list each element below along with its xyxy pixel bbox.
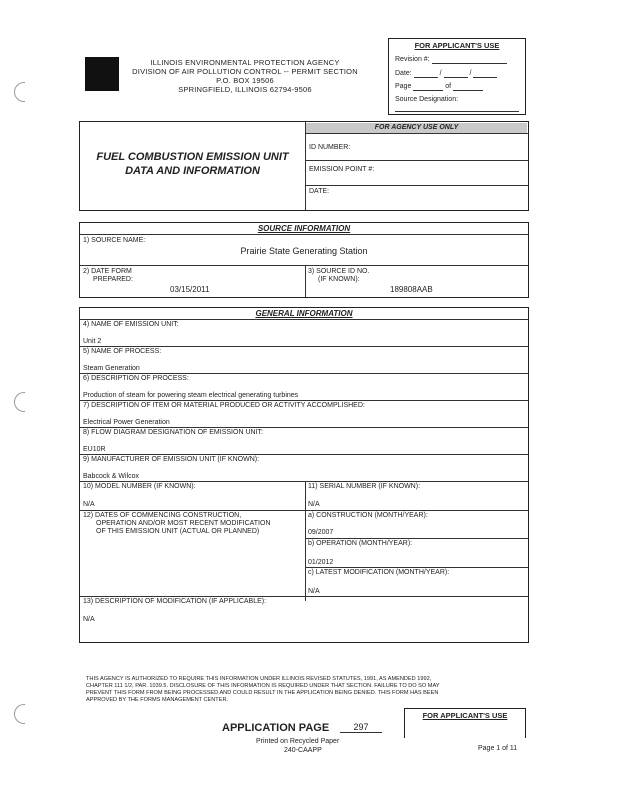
revision-label: Revision #: [395,56,430,63]
source-designation-label: Source Designation: [395,96,459,103]
form-title-line1: FUEL COMBUSTION EMISSION UNIT [96,151,289,163]
flow-diagram-label: 8) FLOW DIAGRAM DESIGNATION OF EMISSION UNIT: [83,429,263,436]
divider [305,567,528,568]
source-id-label-a: 3) SOURCE ID NO. [308,268,370,275]
date-prepared-label [83,268,133,284]
hole-punch-mark [14,392,25,412]
date-prepared-label-a: 2) DATE FORM [83,268,132,275]
divider [306,185,528,186]
divider [80,234,528,235]
disclaimer-line: THIS AGENCY IS AUTHORIZED TO REQUIRE THIS INFORMATION UNDER ILLINOIS REVISED STATUTES, 1991, AS AMENDED 1992, [86,676,432,682]
application-page-value[interactable]: 297 [340,722,382,733]
form-title [80,150,305,178]
construction-date-label: a) CONSTRUCTION (MONTH/YEAR): [308,512,428,519]
source-name-label: 1) SOURCE NAME: [83,237,146,244]
agency-division: DIVISION OF AIR POLLUTION CONTROL -- PERMIT SECTION [132,67,358,76]
divider [80,596,528,597]
date-label: Date: [395,70,412,77]
divider [306,133,528,134]
page-label: Page [395,83,412,90]
process-description-value[interactable]: Production of steam for powering steam electrical generating turbines [83,392,299,399]
modification-description-value[interactable]: N/A [83,616,95,623]
construction-date-value[interactable]: 09/2007 [308,529,334,536]
hole-punch-mark [14,704,25,724]
manufacturer-value[interactable]: Babcock & Wilcox [83,473,140,480]
divider [305,538,528,539]
modification-description-label: 13) DESCRIPTION OF MODIFICATION (IF APPLICABLE): [83,598,267,605]
source-info-title: SOURCE INFORMATION [257,224,351,233]
source-designation-blank[interactable] [395,111,519,112]
disclaimer [86,676,536,704]
date-year-blank[interactable] [473,71,497,78]
applicant-use-title: FOR APPLICANT'S USE [414,41,500,50]
source-id-label [308,268,369,284]
item-produced-label: 7) DESCRIPTION OF ITEM OR MATERIAL PRODUCED OR ACTIVITY ACCOMPLISHED: [83,402,365,409]
agency-date-label: DATE: [309,188,330,195]
agency-use-title: FOR AGENCY USE ONLY [374,124,459,131]
model-number-value[interactable]: N/A [83,501,95,508]
divider [80,400,528,401]
dates-label-c: OF THIS EMISSION UNIT (ACTUAL OR PLANNED) [96,528,260,535]
applicant-use-box [388,38,526,115]
source-name-value[interactable]: Prairie State Generating Station [240,246,368,256]
source-id-value[interactable]: 189808AAB [390,285,433,294]
date-prepared-label-b: PREPARED: [93,276,133,283]
divider [80,346,528,347]
page-number-blank[interactable] [413,84,443,91]
process-name-label: 5) NAME OF PROCESS: [83,348,162,355]
operation-date-value[interactable]: 01/2012 [308,559,334,566]
date-month-blank[interactable] [414,71,438,78]
revision-field[interactable] [395,56,507,64]
item-produced-value[interactable]: Electrical Power Generation [83,419,170,426]
title-box [79,121,529,211]
disclaimer-line: CHAPTER 111 1/2, PAR. 1039.5. DISCLOSURE OF THIS INFORMATION IS REQUIRED UNDER THAT SECTION. FAILURE TO DO SO MAY [86,683,440,689]
agency-name: ILLINOIS ENVIRONMENTAL PROTECTION AGENCY [150,58,340,67]
page-field[interactable] [395,83,483,91]
application-page-label: APPLICATION PAGE [222,722,330,734]
dates-label [83,512,271,536]
divider [305,122,306,210]
source-info-section [79,222,529,298]
general-info-title: GENERAL INFORMATION [255,309,353,318]
applicant-use-footer-box [404,708,526,738]
source-id-label-b: (IF KNOWN): [318,276,360,283]
recycled-paper-note: Printed on Recycled Paper [256,738,340,745]
date-separator: / [469,70,472,77]
dates-label-a: 12) DATES OF COMMENCING CONSTRUCTION, [83,512,242,519]
form-code: 240-CAAPP [284,747,322,754]
serial-number-value[interactable]: N/A [308,501,320,508]
general-info-section [79,307,529,643]
revision-blank[interactable] [432,57,507,64]
modification-date-value[interactable]: N/A [308,588,320,595]
agency-header [110,58,380,94]
divider [80,319,528,320]
hole-punch-mark [14,82,25,102]
page-total-blank[interactable] [453,84,483,91]
divider [80,427,528,428]
operation-date-label: b) OPERATION (MONTH/YEAR): [308,540,413,547]
model-number-label: 10) MODEL NUMBER (IF KNOWN): [83,483,196,490]
divider [80,481,528,482]
flow-diagram-value[interactable]: EU10R [83,446,106,453]
disclaimer-line: PREVENT THIS FORM FROM BEING PROCESSED AND COULD RESULT IN THE APPLICATION BEING DENIED. THIS FORM HAS BEEN [86,690,439,696]
divider [305,265,306,297]
emission-unit-name-value[interactable]: Unit 2 [83,338,102,345]
date-prepared-value[interactable]: 03/15/2011 [170,285,210,294]
emission-point-label: EMISSION POINT #: [309,166,375,173]
process-name-value[interactable]: Steam Generation [83,365,140,372]
divider [80,373,528,374]
divider [80,265,528,266]
emission-unit-name-label: 4) NAME OF EMISSION UNIT: [83,321,179,328]
date-separator: / [439,70,442,77]
disclaimer-line: APPROVED BY THE FORMS MANAGEMENT CENTER. [86,697,229,703]
divider [80,510,528,511]
process-description-label: 6) DESCRIPTION OF PROCESS: [83,375,189,382]
dates-label-b: OPERATION AND/OR MOST RECENT MODIFICATION [96,520,271,527]
id-number-label: ID NUMBER: [309,144,351,151]
divider [306,160,528,161]
divider [80,454,528,455]
modification-date-label: c) LATEST MODIFICATION (MONTH/YEAR): [308,569,450,576]
page-of-footer: Page 1 of 11 [478,745,518,752]
date-day-blank[interactable] [444,71,468,78]
serial-number-label: 11) SERIAL NUMBER (IF KNOWN): [308,483,421,490]
manufacturer-label: 9) MANUFACTURER OF EMISSION UNIT (IF KNOWN): [83,456,260,463]
agency-use-header [306,123,527,133]
applicant-use-footer-title: FOR APPLICANT'S USE [422,711,508,720]
form-title-line2: DATA AND INFORMATION [125,165,260,177]
date-field[interactable] [395,70,497,78]
divider [305,481,306,601]
agency-city: SPRINGFIELD, ILLINOIS 62794-9506 [178,85,312,94]
agency-po-box: P.O. BOX 19506 [216,76,274,85]
page-of-label: of [445,83,452,90]
